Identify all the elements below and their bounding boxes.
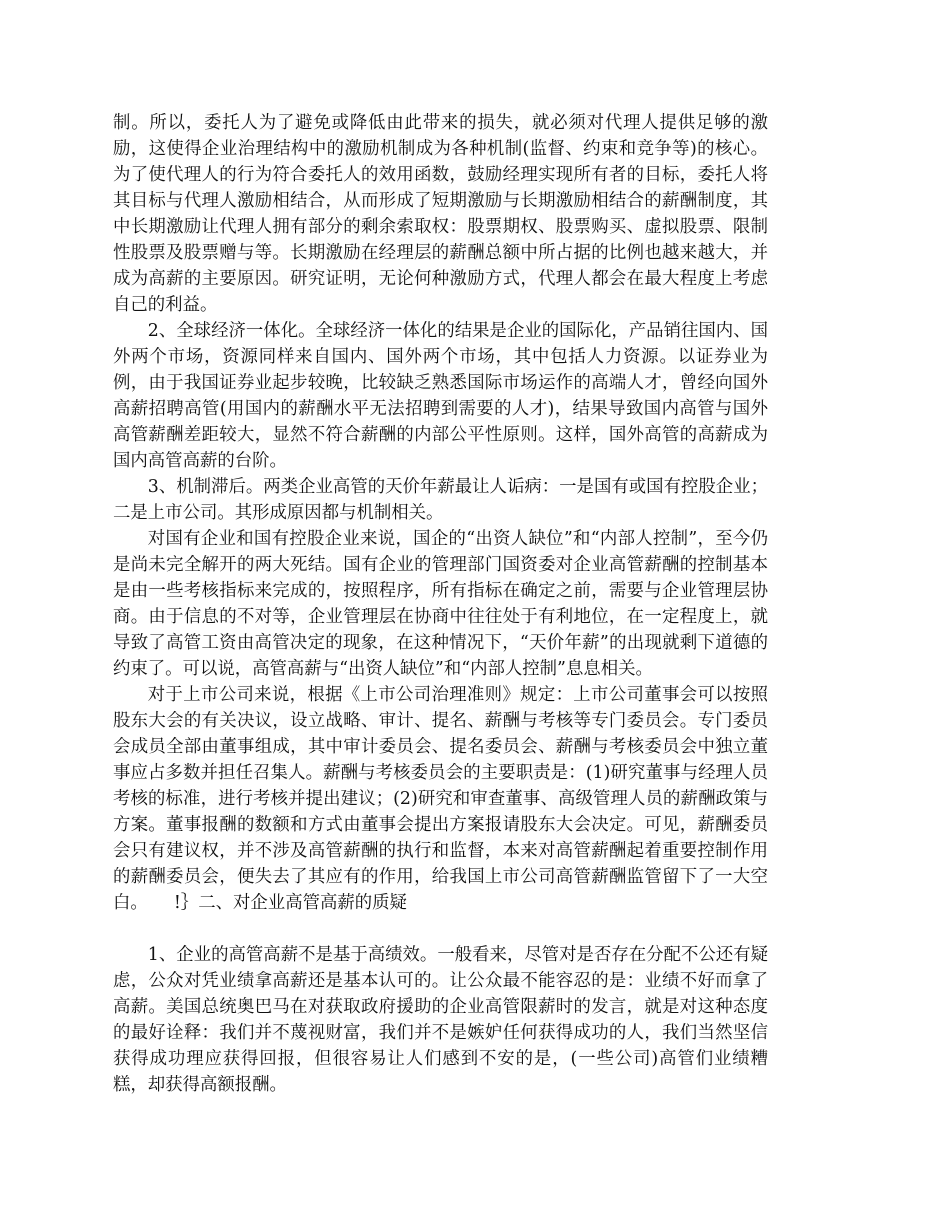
paragraph-performance-question: 1、企业的高管高薪不是基于高绩效。一般看来，尽管对是否存在分配不公还有疑虑，公众对凭业绩拿高薪还是基本认可的。让公众最不能容忍的是：业绩不好而拿了高薪。美国总统奥巴马在对获取政府援助的企业高管限薪时的发言，就是对这种态度的最好诠释：我们并不蔑视财富，我们并不是嫉妒任何获得成功的人，我们当然坚信获得成功理应获得回报，但很容易让人们感到不安的是，(一些公司)高管们业绩糟糕，却获得高额报酬。 <box>113 945 768 1095</box>
paragraph-economic-globalization: 2、全球经济一体化。全球经济一体化的结果是企业的国际化，产品销往国内、国外两个市场，资源同样来自国内、国外两个市场，其中包括人力资源。以证券业为例，由于我国证券业起步较晚，比较缺乏熟悉国际市场运作的高端人才，曾经向国外高薪招聘高管(用国内的薪酬水平无法招聘到需要的人才)，结果导致国内高管与国外高管薪酬差距较大，显然不符合薪酬的内部公平性原则。这样，国外高管的高薪成为国内高管高薪的台阶。 <box>113 321 768 471</box>
paragraph-incentive-mechanism: 制。所以，委托人为了避免或降低由此带来的损失，就必须对代理人提供足够的激励，这使得企业治理结构中的激励机制成为各种机制(监督、约束和竞争等)的核心。为了使代理人的行为符合委托人的效用函数，鼓励经理实现所有者的目标，委托人将其目标与代理人激励相结合，从而形成了短期激励与长期激励相结合的薪酬制度，其中长期激励让代理人拥有部分的剩余索取权：股票期权、股票购买、虚拟股票、限制性股票及股票赠与等。长期激励在经理层的薪酬总额中所占据的比例也越来越大，并成为高薪的主要原因。研究证明，无论何种激励方式，代理人都会在最大程度上考虑自己的利益。 <box>113 113 768 315</box>
paragraph-listed-companies: 对于上市公司来说，根据《上市公司治理准则》规定：上市公司董事会可以按照股东大会的有关决议，设立战略、审计、提名、薪酬与考核等专门委员会。专门委员会成员全部由董事组成，其中审计委员会、提名委员会、薪酬与考核委员会中独立董事应占多数并担任召集人。薪酬与考核委员会的主要职责是：(1)研究董事与经理人员考核的标准，进行考核并提出建议；(2)研究和审查董事、高级管理人员的薪酬政策与方案。董事报酬的数额和方式由董事会提出方案报请股东大会决定。可见，薪酬委员会只有建议权，并不涉及高管薪酬的执行和监督，本来对高管薪酬起着重要控制作用的薪酬委员会，便失去了其应有的作用，给我国上市公司高管薪酬监管留下了一大空白。 !｝二、对企业高管高薪的质疑 <box>113 685 768 913</box>
paragraph-state-owned-enterprises: 对国有企业和国有控股企业来说，国企的“出资人缺位”和“内部人控制”，至今仍是尚未完全解开的两大死结。国有企业的管理部门国资委对企业高管薪酬的控制基本是由一些考核指标来完成的，按照程序，所有指标在确定之前，需要与企业管理层协商。由于信息的不对等，企业管理层在协商中往往处于有利地位，在一定程度上，就导致了高管工资由高管决定的现象，在这种情况下，“天价年薪”的出现就剩下道德的约束了。可以说，高管高薪与“出资人缺位”和“内部人控制”息息相关。 <box>113 529 768 679</box>
document-body <box>113 110 768 1098</box>
paragraph-mechanism-lag: 3、机制滞后。两类企业高管的天价年薪最让人诟病：一是国有或国有控股企业；二是上市公司。其形成原因都与机制相关。 <box>113 477 768 523</box>
paragraph-spacer <box>113 916 768 942</box>
